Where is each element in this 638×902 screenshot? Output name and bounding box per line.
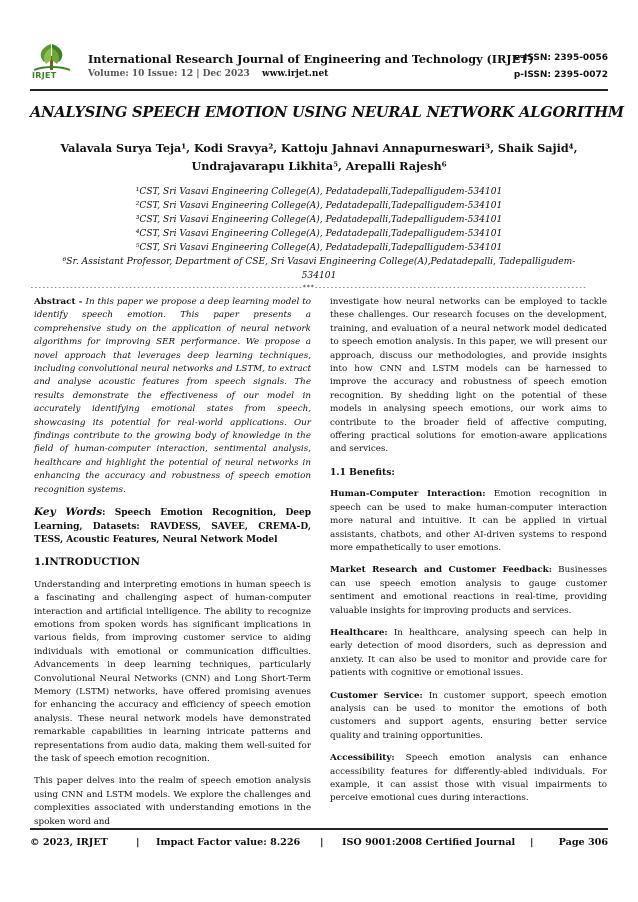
paragraph: This paper delves into the realm of speech emotion analysis using CNN and LSTM models. We explore the challenges and complexities associated with understanding emotions in the spoken word and	[34, 776, 311, 827]
benefit-text: Emotion recognition in speech can be used to make human-computer interaction more natural and intuitive. It can be applied in virtual assistants, chatbots, and other AI-driven systems to respond more empathetically to user emotions.	[330, 489, 607, 553]
benefit-label: Accessibility:	[330, 753, 395, 764]
footer-separator: |	[136, 837, 140, 848]
copyright: © 2023, IRJET	[30, 837, 108, 848]
benefit-label: Human-Computer Interaction:	[330, 489, 486, 500]
benefit-text: Speech emotion analysis can enhance accessibility features for differently-abled individuals. For example, it can assist those with visual impairments to perceive emotional cues during interactions.	[330, 753, 607, 804]
benefit-item	[330, 690, 607, 744]
affiliation: ²CST, Sri Vasavi Engineering College(A), Pedatadepalli,Tadepalligudem-534101	[135, 201, 503, 211]
e-issn: e-ISSN: 2395-0056	[514, 53, 608, 63]
affiliation: ⁵CST, Sri Vasavi Engineering College(A), Pedatadepalli,Tadepalligudem-534101	[135, 243, 503, 253]
abstract	[34, 296, 311, 497]
paper-title: ANALYSING SPEECH EMOTION USING NEURAL NETWORK ALGORITHM	[30, 104, 624, 121]
section-separator: ---------------------------------------------------------------------***---------------------------------------------------------------------	[30, 283, 587, 291]
section-heading-introduction: 1.INTRODUCTION	[34, 556, 140, 569]
abstract-label: Abstract -	[34, 297, 86, 307]
benefit-text: Businesses can use speech emotion analysis to gauge customer sentiment and emotional reactions in real-time, providing valuable insights for improving products and services.	[330, 565, 607, 616]
journal-title: International Research Journal of Engineering and Technology (IRJET)	[88, 52, 534, 66]
benefit-text: In customer support, speech emotion analysis can be used to monitor the emotions of both customers and support agents, ensuring better service quality and training opportunities.	[330, 690, 608, 741]
iso-certification: ISO 9001:2008 Certified Journal	[342, 837, 516, 848]
volume-issue: Volume: 10 Issue: 12 | Dec 2023	[88, 69, 250, 79]
benefit-item	[330, 564, 607, 618]
affiliation: ⁶Sr. Assistant Professor, Department of CSE, Sri Vasavi Engineering College(A),Pedatadepalli, Tadepalligudem-	[62, 257, 576, 267]
affiliation: ¹CST, Sri Vasavi Engineering College(A), Pedatadepalli,Tadepalligudem-534101	[135, 187, 503, 197]
left-column	[34, 296, 311, 838]
paragraph: Understanding and interpreting emotions in human speech is a fascinating and challenging aspect of human-computer interaction and artificial intelligence. The ability to recognize emotions from spoken words has significant implications in various fields, from improving customer service to aiding individuals with emotional or communication difficulties. Advancements in deep learning techniques, particularly Convolutional Neural Networks (CNN) and Long Short-Term Memory (LSTM) networks, have offered promising avenues for enhancing the accuracy and efficiency of speech emotion analysis. These neural network models have demonstrated remarkable capabilities in learning intricate patterns and representations from audio data, making them well-suited for the task of speech emotion recognition.	[34, 579, 311, 764]
author-list	[40, 139, 598, 175]
header-divider	[30, 89, 608, 91]
footer-separator: |	[530, 837, 534, 848]
benefit-item	[330, 752, 607, 806]
keywords-text: : Speech Emotion Recognition, Deep Learning, Datasets: RAVDESS, SAVEE, CREMA-D, TESS, Acoustic Features, Neural Network Model	[34, 508, 311, 545]
benefit-label: Customer Service:	[330, 690, 423, 701]
paragraph: investigate how neural networks can be employed to tackle these challenges. Our research focuses on the development, training, and evaluation of a neural network model dedicated to speech emotion analysis. In this paper, we will present our approach, discuss our methodologies, and provide insights into how CNN and LSTM models can be harnessed to improve the accuracy and robustness of speech emotion recognition. By shedding light on the potential of these models in analysing speech emotions, our work aims to contribute to the broader field of affective computing, offering practical solutions for emotion-aware applications and services.	[330, 297, 607, 455]
logo-text: IRJET	[32, 71, 57, 80]
keywords-label: Key Words	[34, 506, 103, 519]
benefit-label: Healthcare:	[330, 627, 388, 638]
impact-factor: Impact Factor value: 8.226	[156, 837, 301, 848]
affiliation: ³CST, Sri Vasavi Engineering College(A), Pedatadepalli,Tadepalligudem-534101	[135, 215, 503, 225]
benefit-item	[330, 627, 607, 681]
abstract-text: In this paper we propose a deep learning model to identify speech emotion. This paper presents a comprehensive study on the application of neural network algorithms for improving SER performance. We propose a novel approach that leverages deep learning techniques, including convolutional neural networks and LSTM, to extract and analyse acoustic features from speech signals. The results demonstrate the effectiveness of our model in accurately identifying emotional states from speech, showcasing its potential for real-world applications. Our findings contribute to the growing body of knowledge in the field of human-computer interaction, sentimental analysis, healthcare and highlight the potential of neural networks in enhancing the accuracy and robustness of speech emotion recognition systems.	[34, 297, 312, 495]
affiliation: ⁴CST, Sri Vasavi Engineering College(A), Pedatadepalli,Tadepalligudem-534101	[135, 229, 503, 239]
footer-separator: |	[320, 837, 324, 848]
tree-logo-icon	[30, 42, 74, 84]
affiliation: 534101	[301, 271, 337, 281]
affiliation-list	[30, 185, 608, 283]
benefit-item	[330, 488, 607, 555]
benefit-text: In healthcare, analysing speech can help in early detection of mood disorders, such as depression and anxiety. It can also be used to monitor and provide care for patients with cognitive or emotional issues.	[330, 627, 607, 679]
right-column	[330, 296, 607, 815]
benefit-label: Market Research and Customer Feedback:	[330, 565, 552, 576]
section-heading-benefits: 1.1 Benefits:	[330, 466, 395, 478]
keywords	[34, 506, 311, 547]
journal-website-link[interactable]: www.irjet.net	[262, 69, 329, 79]
footer-divider	[30, 828, 608, 830]
p-issn: p-ISSN: 2395-0072	[513, 70, 608, 80]
page-footer	[30, 837, 608, 853]
authors-line: Undrajavarapu Likhita⁵, Arepalli Rajesh⁶	[191, 159, 447, 173]
page-number: Page 306	[558, 837, 608, 848]
authors-line: Valavala Surya Teja¹, Kodi Sravya², Kattoju Jahnavi Annapurneswari³, Shaik Sajid⁴,	[60, 141, 578, 155]
journal-header	[30, 42, 608, 84]
